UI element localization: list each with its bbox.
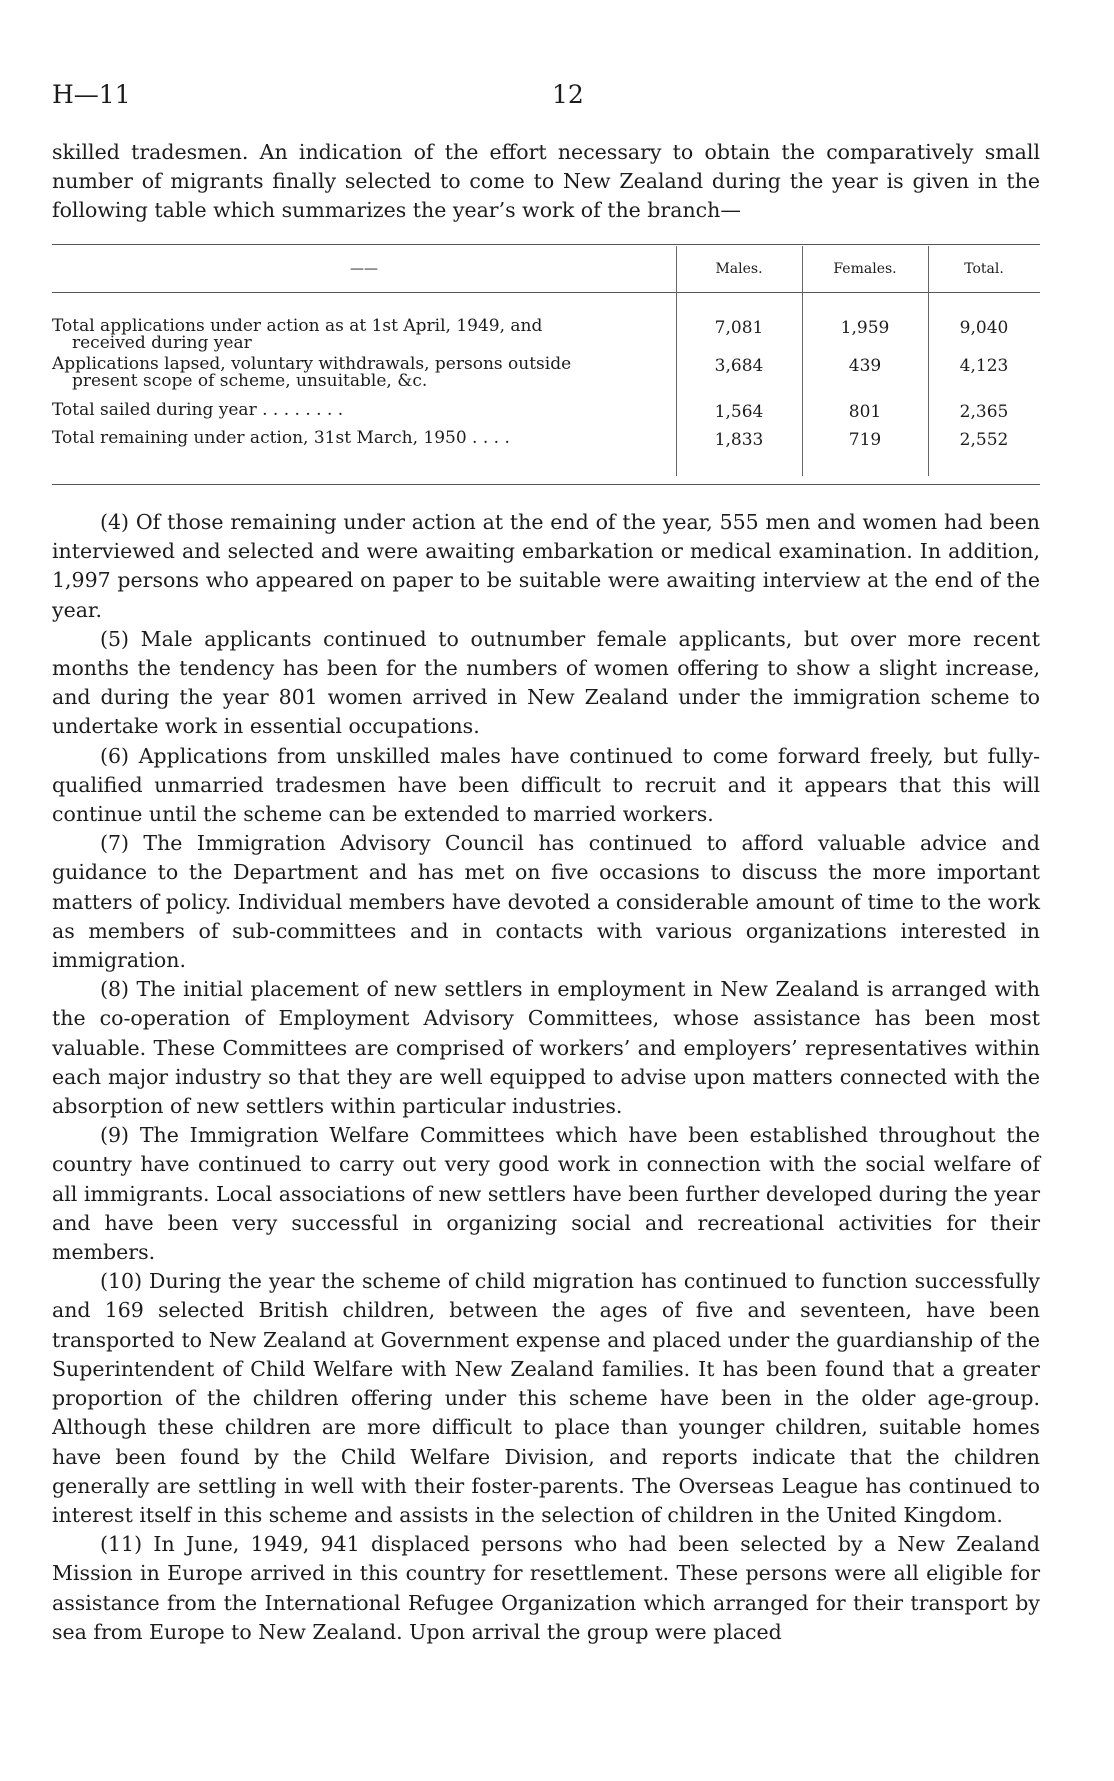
- males-cell: 7,081: [714, 318, 764, 338]
- paragraph-9: (9) The Immigration Welfare Committees which have been established throughout the country have continued to carry out very good work in connection with the social welfare of all immigrants. Local associations of new settlers have been further developed during the year and have been very successful in organizing social and recreational activities for their members.: [52, 1123, 1040, 1265]
- table-row-label: [52, 318, 662, 352]
- row-label-line: Total sailed during year . . . . . . . .: [52, 400, 344, 420]
- intro-paragraph: skilled tradesmen. An indication of the effort necessary to obtain the comparatively small number of migrants finally selected to come to New Zealand during the year is given in the following table which summarizes the year’s work of the branch—: [52, 140, 1040, 223]
- paragraph-7: (7) The Immigration Advisory Council has continued to afford valuable advice and guidance to the Department and has met on five occasions to discuss the more important matters of policy. Individual members have devoted a considerable amount of time to the work as members of sub-committees and in contacts with various organizations interested in immigration.: [52, 831, 1040, 973]
- males-cell: 1,833: [714, 430, 764, 450]
- total-cell: 4,123: [959, 356, 1009, 376]
- table-top-rule: [52, 244, 1040, 245]
- intro-paragraph-block: [52, 138, 1040, 226]
- summary-table: [52, 244, 1040, 486]
- total-cell: 2,365: [959, 402, 1009, 422]
- column-header-females: Females.: [833, 261, 897, 277]
- table-header-rule: [52, 292, 1040, 293]
- paragraph-6: (6) Applications from unskilled males have continued to come forward freely, but fully-qualified unmarried tradesmen have been difficult to recruit and it appears that this will continue until the scheme can be extended to married workers.: [52, 743, 1040, 827]
- total-cell: 9,040: [959, 318, 1009, 338]
- females-cell: 801: [848, 402, 882, 422]
- document-reference: H—11: [52, 80, 131, 109]
- body-text: [52, 508, 1040, 1647]
- column-header-total: Total.: [964, 261, 1004, 277]
- table-bottom-rule: [52, 484, 1040, 485]
- row-label-line: Applications lapsed, voluntary withdrawals, persons outside: [52, 354, 572, 374]
- females-cell: 439: [848, 356, 882, 376]
- column-header-males: Males.: [715, 261, 763, 277]
- paragraph-4: (4) Of those remaining under action at the end of the year, 555 men and women had been interviewed and selected and were awaiting embarkation or medical examination. In addition, 1,997 persons who appeared on paper to be suitable were awaiting interview at the end of the year.: [52, 510, 1040, 622]
- males-cell: 1,564: [714, 402, 764, 422]
- total-cell: 2,552: [959, 430, 1009, 450]
- paragraph-5: (5) Male applicants continued to outnumber female applicants, but over more recent months the tendency has been for the numbers of women offering to show a slight increase, and during the year 801 women arrived in New Zealand under the immigration scheme to undertake work in essential occupations.: [52, 626, 1040, 739]
- row-label-line: Total applications under action as at 1st April, 1949, and: [52, 316, 543, 336]
- row-label-line: Total remaining under action, 31st March, 1950 . . . .: [52, 428, 510, 448]
- paragraph-8: (8) The initial placement of new settlers in employment in New Zealand is arranged with the co-operation of Employment Advisory Committees, whose assistance has been most valuable. These Committees are comprised of workers’ and employers’ representatives within each major industry so that they are well equipped to advise upon matters connected with the absorption of new settlers within particular industries.: [52, 977, 1040, 1119]
- paragraph-11: (11) In June, 1949, 941 displaced persons who had been selected by a New Zealand Mission in Europe arrived in this country for resettlement. These persons were all eligible for assistance from the International Refugee Organization which arranged for their transport by sea from Europe to New Zealand. Upon arrival the group were placed: [52, 1532, 1040, 1644]
- row-label-line: received during year: [72, 333, 252, 353]
- females-cell: 1,959: [840, 318, 890, 338]
- row-label-line: present scope of scheme, unsuitable, &c.: [72, 371, 428, 391]
- table-row-label: [52, 430, 662, 447]
- page-header: [52, 80, 1062, 114]
- paragraph-10: (10) During the year the scheme of child migration has continued to function successfully and 169 selected British children, between the ages of five and seventeen, have been transported to New Zealand at Government expense and placed under the guardianship of the Superintendent of Child Welfare with New Zealand families. It has been found that a greater proportion of the children offering under this scheme have been in the older age-group. Although these children are more difficult to place than younger children, suitable homes have been found by the Child Welfare Division, and reports indicate that the children generally are settling in well with their foster-parents. The Overseas League has continued to interest itself in this scheme and assists in the selection of children in the United Kingdom.: [52, 1269, 1040, 1527]
- page-number: 12: [552, 80, 584, 109]
- table-row-label: [52, 356, 662, 390]
- females-cell: 719: [848, 430, 882, 450]
- table-row-label: [52, 402, 662, 419]
- males-cell: 3,684: [714, 356, 764, 376]
- column-header-description: ——: [350, 261, 378, 277]
